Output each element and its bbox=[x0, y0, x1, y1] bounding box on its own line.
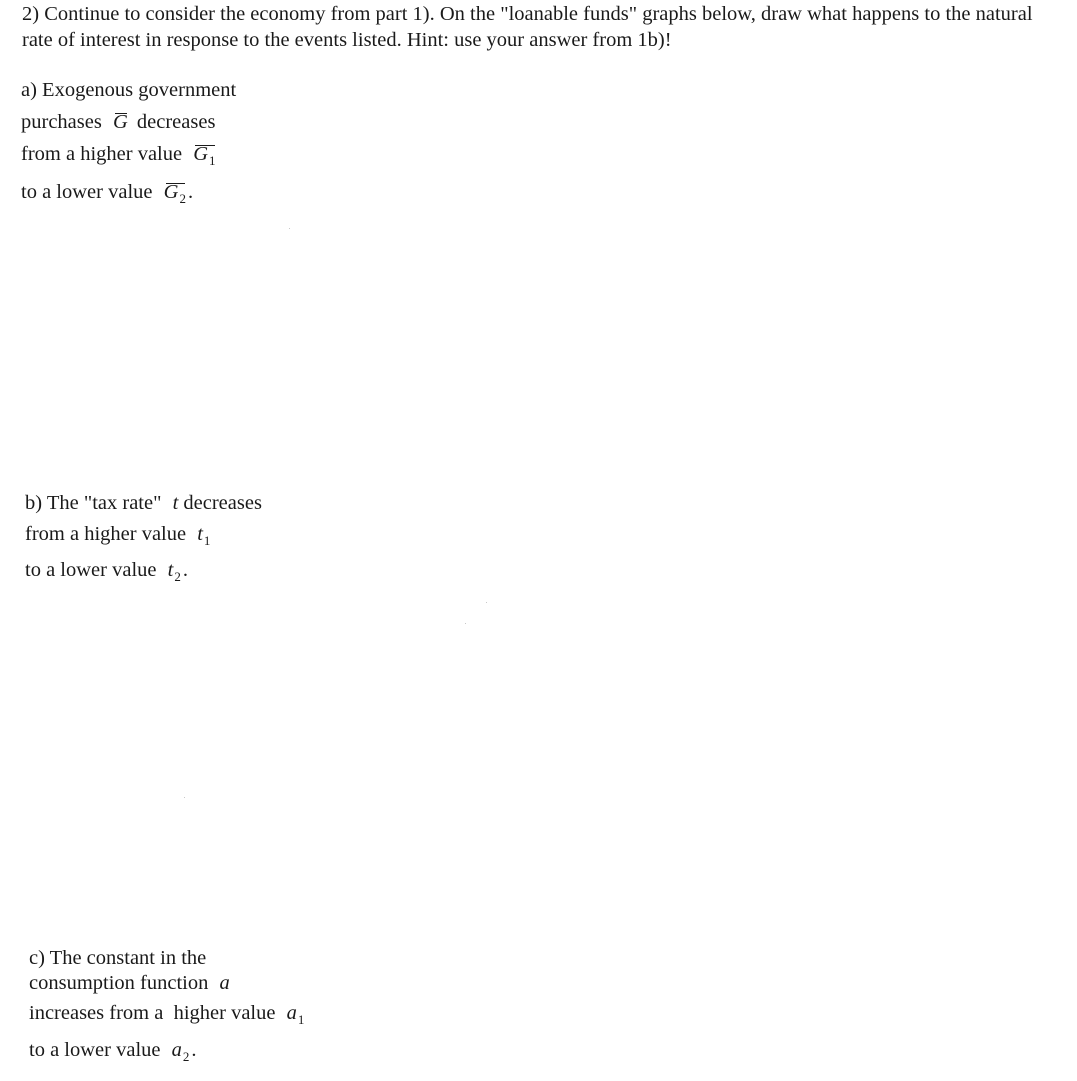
part-a-line-4 bbox=[21, 181, 193, 204]
scan-speck bbox=[184, 797, 185, 798]
part-a-line-2 bbox=[21, 111, 215, 134]
part-c-line-4 bbox=[29, 1039, 197, 1062]
symbol-g1-bar bbox=[193, 143, 215, 166]
symbol-g-bar: G bbox=[112, 111, 128, 133]
symbol-t1-sub: 1 bbox=[203, 533, 211, 548]
symbol-t2-letter: t bbox=[167, 559, 174, 581]
symbol-a2 bbox=[172, 1039, 190, 1062]
part-b-line-3-text: to a lower value bbox=[25, 559, 157, 581]
symbol-a1-letter: a bbox=[286, 1002, 297, 1024]
part-a-line-3 bbox=[21, 143, 216, 166]
part-a-period: . bbox=[187, 181, 194, 203]
part-c-line-3-text: increases from a higher value bbox=[29, 1002, 276, 1024]
part-b-line-3 bbox=[25, 559, 188, 582]
part-a-line-1: a) Exogenous government bbox=[21, 79, 237, 101]
part-c-period: . bbox=[191, 1039, 197, 1061]
scan-speck bbox=[486, 602, 487, 603]
symbol-a1 bbox=[287, 1002, 305, 1025]
part-b-line-1 bbox=[25, 492, 262, 515]
part-a-line-4-text: to a lower value bbox=[21, 181, 153, 203]
part-c-line-3 bbox=[29, 1002, 304, 1025]
part-c-line-4-text: to a lower value bbox=[29, 1039, 161, 1061]
part-a-line-2-text: purchases bbox=[21, 111, 102, 133]
part-b-line-2 bbox=[25, 523, 210, 546]
part-c-line-1: c) The constant in the bbox=[29, 947, 207, 969]
symbol-t1 bbox=[197, 523, 210, 546]
part-a-line-3-text: from a higher value bbox=[21, 143, 183, 165]
symbol-t: t bbox=[172, 492, 179, 514]
part-b-line-2-text: from a higher value bbox=[25, 523, 187, 545]
part-c-line-2 bbox=[29, 972, 230, 995]
part-b-period: . bbox=[182, 559, 188, 581]
symbol-g1-letter: G bbox=[193, 143, 209, 165]
symbol-g2-sub: 2 bbox=[179, 191, 186, 206]
symbol-a1-sub: 1 bbox=[297, 1012, 305, 1027]
symbol-g2-letter: G bbox=[163, 181, 179, 203]
scan-speck bbox=[465, 623, 466, 624]
symbol-t2-sub: 2 bbox=[174, 569, 181, 584]
symbol-t1-letter: t bbox=[197, 523, 203, 545]
symbol-a2-sub: 2 bbox=[182, 1049, 190, 1064]
question-intro: 2) Continue to consider the economy from part 1). On the "loanable funds" graphs below, draw what happens to the natural rate of interest in response to the events listed. Hint: use your answer from 1b)! bbox=[22, 3, 1033, 51]
symbol-a: a bbox=[219, 972, 230, 994]
part-b-line-1-text: b) The "tax rate" bbox=[25, 492, 162, 514]
symbol-a2-letter: a bbox=[171, 1039, 182, 1061]
part-c-line-2-text: consumption function bbox=[29, 972, 209, 994]
part-a-line-2-rest: decreases bbox=[136, 111, 216, 133]
part-b-line-1-rest: decreases bbox=[183, 492, 262, 514]
symbol-t2 bbox=[168, 559, 181, 582]
symbol-g2-bar bbox=[164, 181, 186, 204]
scan-speck bbox=[289, 228, 290, 229]
symbol-g1-sub: 1 bbox=[209, 153, 216, 168]
